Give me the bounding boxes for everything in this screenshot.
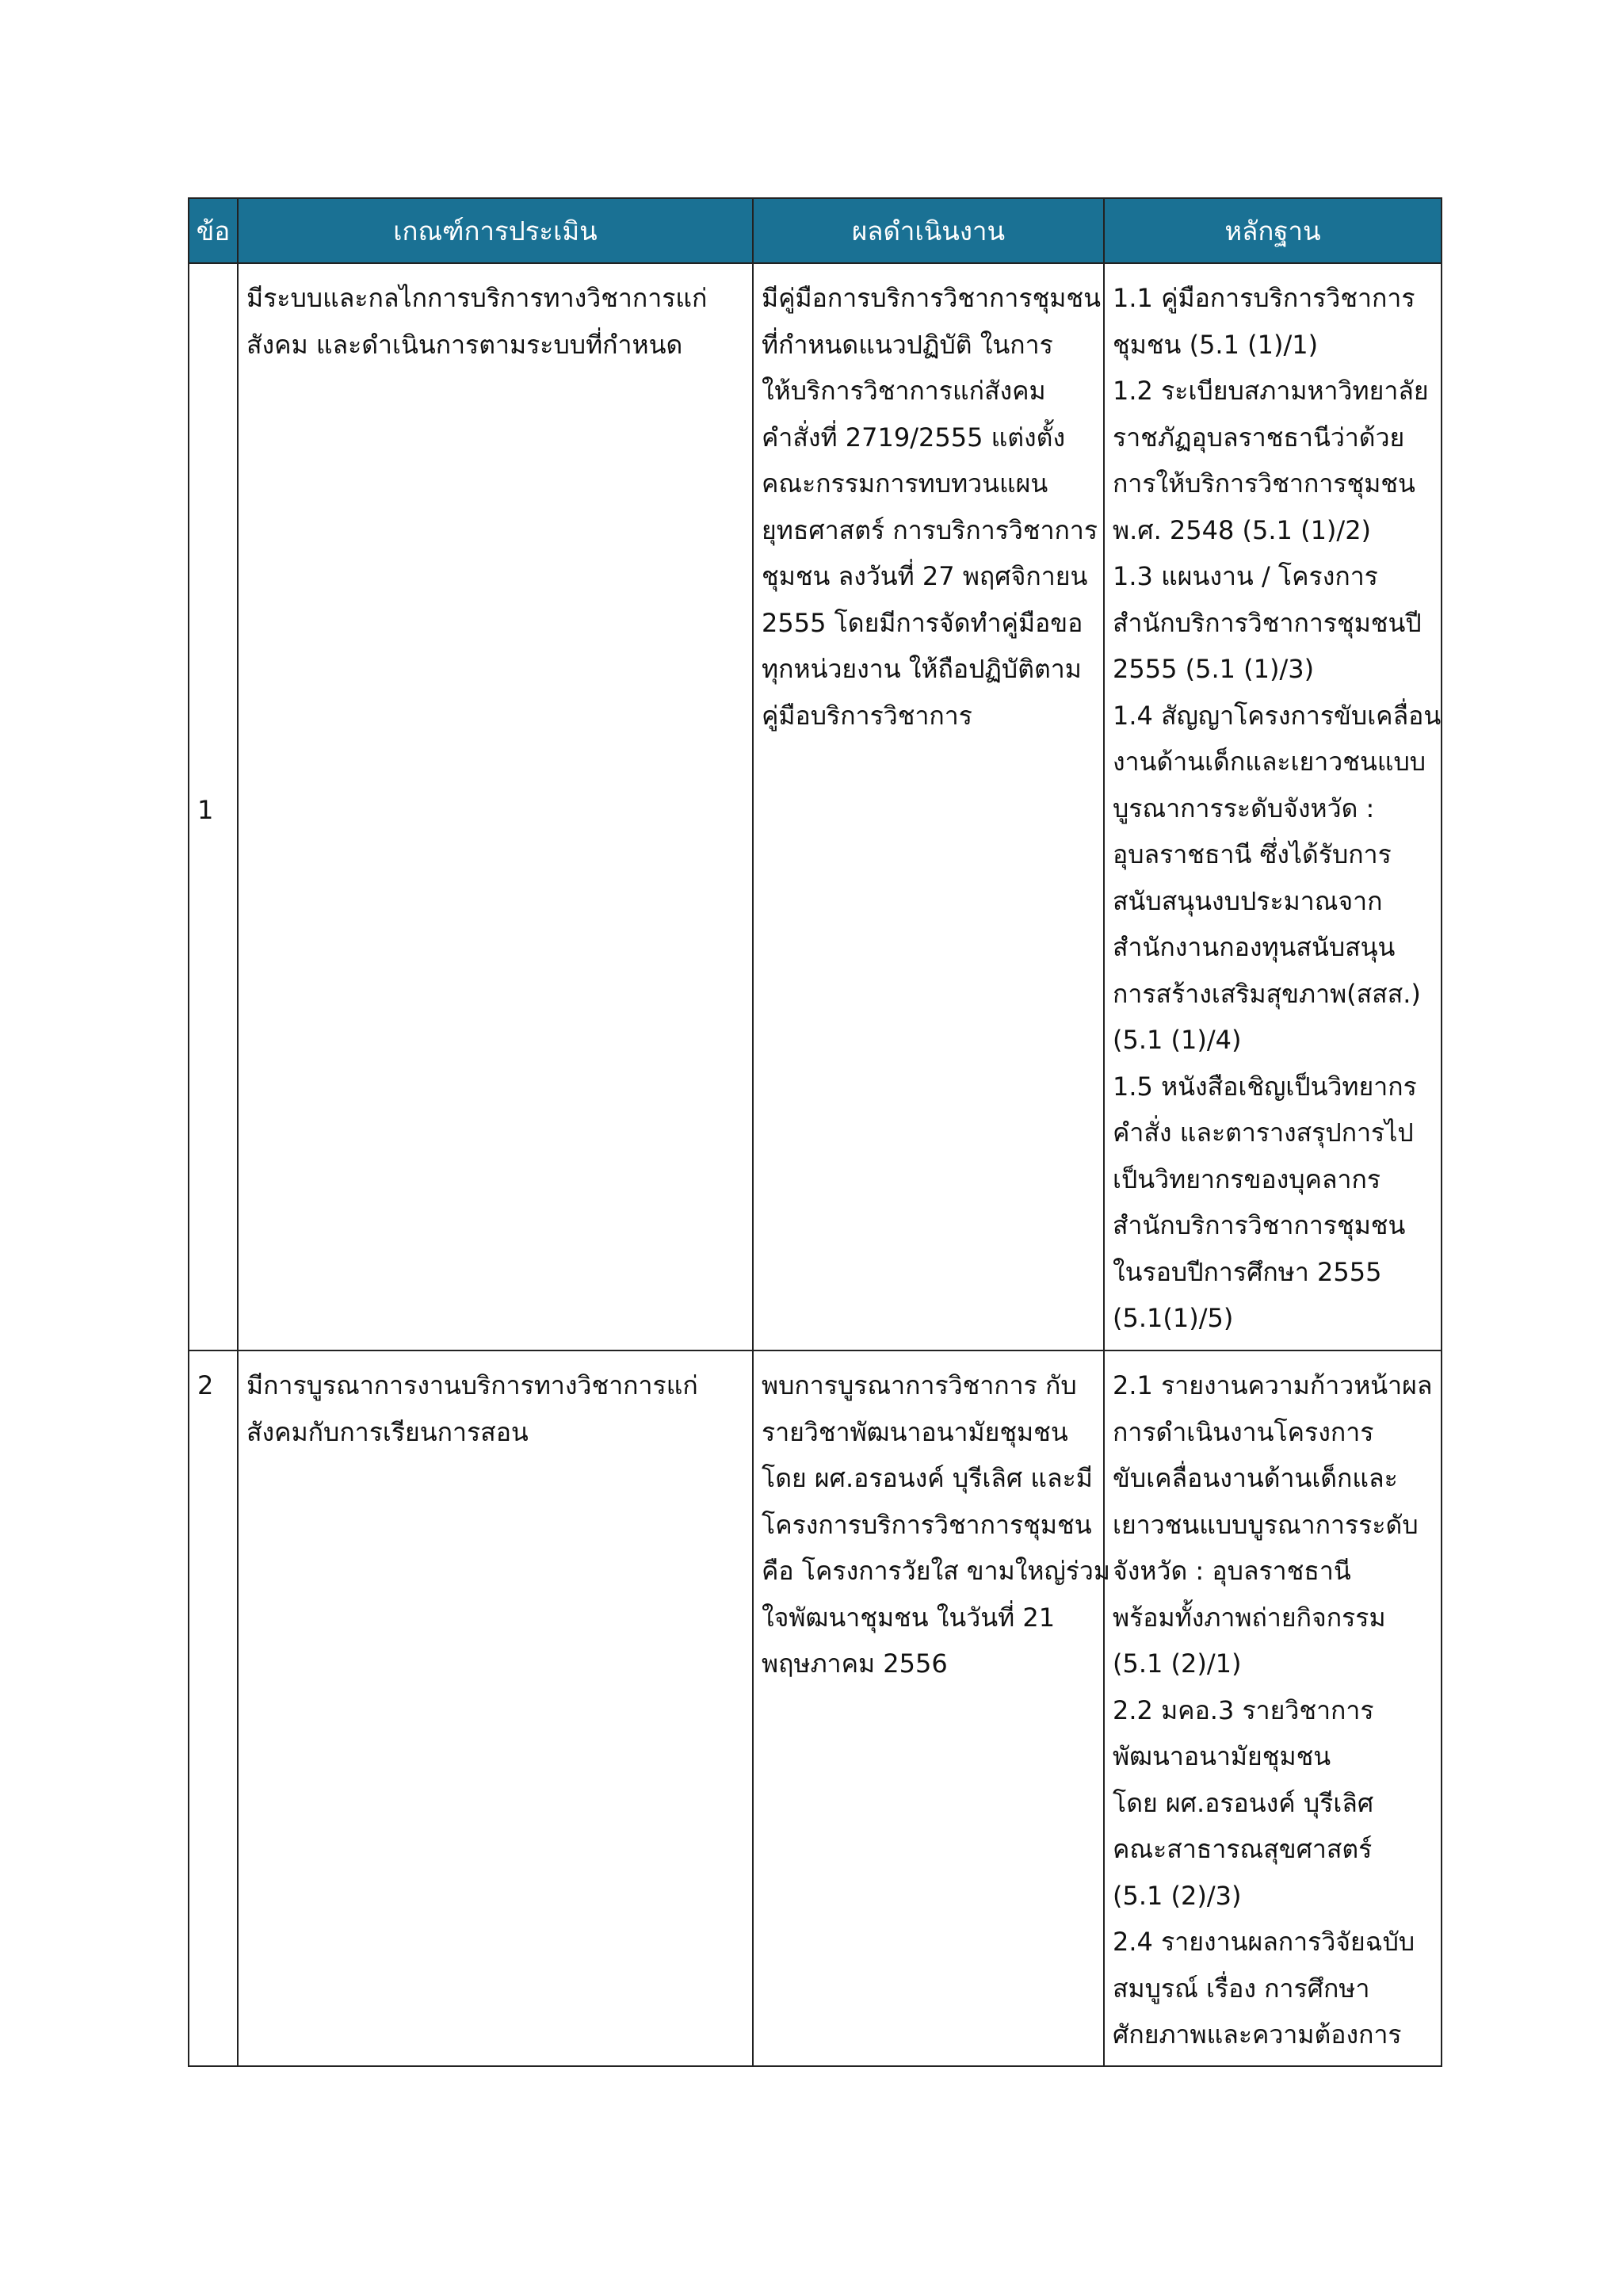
evidence-line: พัฒนาอนามัยชุมชน (1113, 1741, 1331, 1771)
evidence-line: อุบลราชธานี ซึ่งได้รับการ (1113, 839, 1392, 869)
item-number-cell (189, 1350, 238, 2066)
evidence-cell (1104, 263, 1442, 1350)
table-row (189, 1350, 1442, 2066)
result-cell (753, 263, 1104, 1350)
evidence-line: (5.1(1)/5) (1113, 1303, 1234, 1333)
result-line: คู่มือบริการวิชาการ (762, 700, 972, 731)
result-line: ให้บริการวิชาการแก่สังคม (762, 376, 1046, 406)
result-line: คือ โครงการวัยใส ขามใหญ่ร่วม (762, 1556, 1110, 1586)
table-row (189, 263, 1442, 1350)
evidence-line: ในรอบปีการศึกษา 2555 (1113, 1256, 1382, 1287)
evidence-line: พ.ศ. 2548 (5.1 (1)/2) (1113, 514, 1372, 545)
item-number: 1 (197, 794, 214, 825)
result-line: ชุมชน ลงวันที่ 27 พฤศจิกายน (762, 561, 1088, 591)
header-row (189, 198, 1442, 263)
evidence-line: โดย ผศ.อรอนงค์ บุรีเลิศ (1113, 1787, 1374, 1818)
evidence-line: พร้อมทั้งภาพถ่ายกิจกรรม (1113, 1602, 1386, 1633)
result-line: โครงการบริการวิชาการชุมชน (762, 1509, 1092, 1540)
evidence-line: ราชภัฏอุบลราชธานีว่าด้วย (1113, 422, 1405, 453)
evidence-line: สำนักบริการวิชาการชุมชน (1113, 1210, 1406, 1240)
evidence-line: 1.3 แผนงาน / โครงการ (1113, 561, 1378, 591)
evidence-line: การดำเนินงานโครงการ (1113, 1416, 1374, 1447)
criteria-cell (238, 263, 753, 1350)
evidence-line: จังหวัด : อุบลราชธานี (1113, 1556, 1351, 1586)
result-line: คณะกรรมการทบทวนแผน (762, 468, 1048, 499)
evidence-line: เยาวชนแบบบูรณาการระดับ (1113, 1509, 1419, 1540)
result-line: มีคู่มือการบริการวิชาการชุมชน (762, 283, 1101, 313)
result-line: โดย ผศ.อรอนงค์ บุรีเลิศ และมี (762, 1463, 1093, 1493)
evidence-line: 1.2 ระเบียบสภามหาวิทยาลัย (1113, 376, 1429, 406)
evidence-line: สมบูรณ์ เรื่อง การศึกษา (1113, 1973, 1370, 2004)
evidence-line: สำนักบริการวิชาการชุมชนปี (1113, 607, 1422, 638)
evidence-line: 2555 (5.1 (1)/3) (1113, 654, 1315, 684)
item-number-cell (189, 263, 238, 1350)
result-cell (753, 1350, 1110, 2066)
evidence-line: งานด้านเด็กและเยาวชนแบบ (1113, 747, 1426, 777)
header-evidence: หลักฐาน (1104, 198, 1442, 263)
header-result: ผลดำเนินงาน (753, 198, 1104, 263)
evidence-line: สำนักงานกองทุนสนับสนุน (1113, 932, 1396, 962)
evidence-line: เป็นวิทยากรของบุคลากร (1113, 1163, 1381, 1194)
result-line: คำสั่งที่ 2719/2555 แต่งตั้ง (762, 422, 1066, 453)
result-line: พฤษภาคม 2556 (762, 1648, 948, 1679)
result-line: รายวิชาพัฒนาอนามัยชุมชน (762, 1416, 1068, 1447)
header-item-number: ข้อ (189, 198, 238, 263)
evidence-line: 2.1 รายงานความก้าวหน้าผล (1113, 1370, 1433, 1400)
header-criteria: เกณฑ์การประเมิน (238, 198, 753, 263)
evidence-line: การให้บริการวิชาการชุมชน (1113, 468, 1415, 499)
result-line: ใจพัฒนาชุมชน ในวันที่ 21 (762, 1602, 1056, 1633)
evidence-line: บูรณาการระดับจังหวัด : (1113, 793, 1375, 823)
evidence-cell (1104, 1350, 1442, 2066)
table-header (189, 198, 1442, 263)
result-line: พบการบูรณาการวิชาการ กับ (762, 1370, 1077, 1400)
assessment-table (188, 197, 1442, 2067)
evidence-line: ศักยภาพและความต้องการ (1113, 2019, 1402, 2050)
evidence-line: 2.2 มคอ.3 รายวิชาการ (1113, 1694, 1374, 1725)
evidence-line: คณะสาธารณสุขศาสตร์ (1113, 1834, 1373, 1864)
result-line: 2555 โดยมีการจัดทำคู่มือขอ (762, 607, 1083, 638)
item-number: 2 (197, 1370, 214, 1400)
evidence-line: 1.5 หนังสือเชิญเป็นวิทยากร (1113, 1071, 1417, 1102)
result-line: ทุกหน่วยงาน ให้ถือปฏิบัติตาม (762, 654, 1082, 684)
evidence-line: สนับสนุนงบประมาณจาก (1113, 885, 1383, 916)
criteria-line: สังคมกับการเรียนการสอน (246, 1416, 529, 1447)
evidence-line: คำสั่ง และตารางสรุปการไป (1113, 1117, 1414, 1148)
evidence-line: 1.4 สัญญาโครงการขับเคลื่อน (1113, 700, 1442, 731)
criteria-line: มีระบบและกลไกการบริการทางวิชาการแก่ (246, 283, 708, 313)
evidence-line: ชุมชน (5.1 (1)/1) (1113, 329, 1319, 360)
evidence-line: การสร้างเสริมสุขภาพ(สสส.) (1113, 978, 1421, 1009)
criteria-line: มีการบูรณาการงานบริการทางวิชาการแก่ (246, 1370, 698, 1400)
evidence-line: 1.1 คู่มือการบริการวิชาการ (1113, 283, 1415, 313)
evidence-line: (5.1 (1)/4) (1113, 1025, 1242, 1055)
result-line: ยุทธศาสตร์ การบริการวิชาการ (762, 514, 1098, 545)
result-line: ที่กำหนดแนวปฏิบัติ ในการ (762, 329, 1053, 360)
evidence-line: 2.4 รายงานผลการวิจัยฉบับ (1113, 1927, 1415, 1957)
criteria-cell (238, 1350, 753, 2066)
evidence-line: ขับเคลื่อนงานด้านเด็กและ (1113, 1463, 1398, 1493)
criteria-line: สังคม และดำเนินการตามระบบที่กำหนด (246, 329, 683, 360)
evidence-line: (5.1 (2)/1) (1113, 1648, 1242, 1679)
evidence-line: (5.1 (2)/3) (1113, 1880, 1242, 1911)
